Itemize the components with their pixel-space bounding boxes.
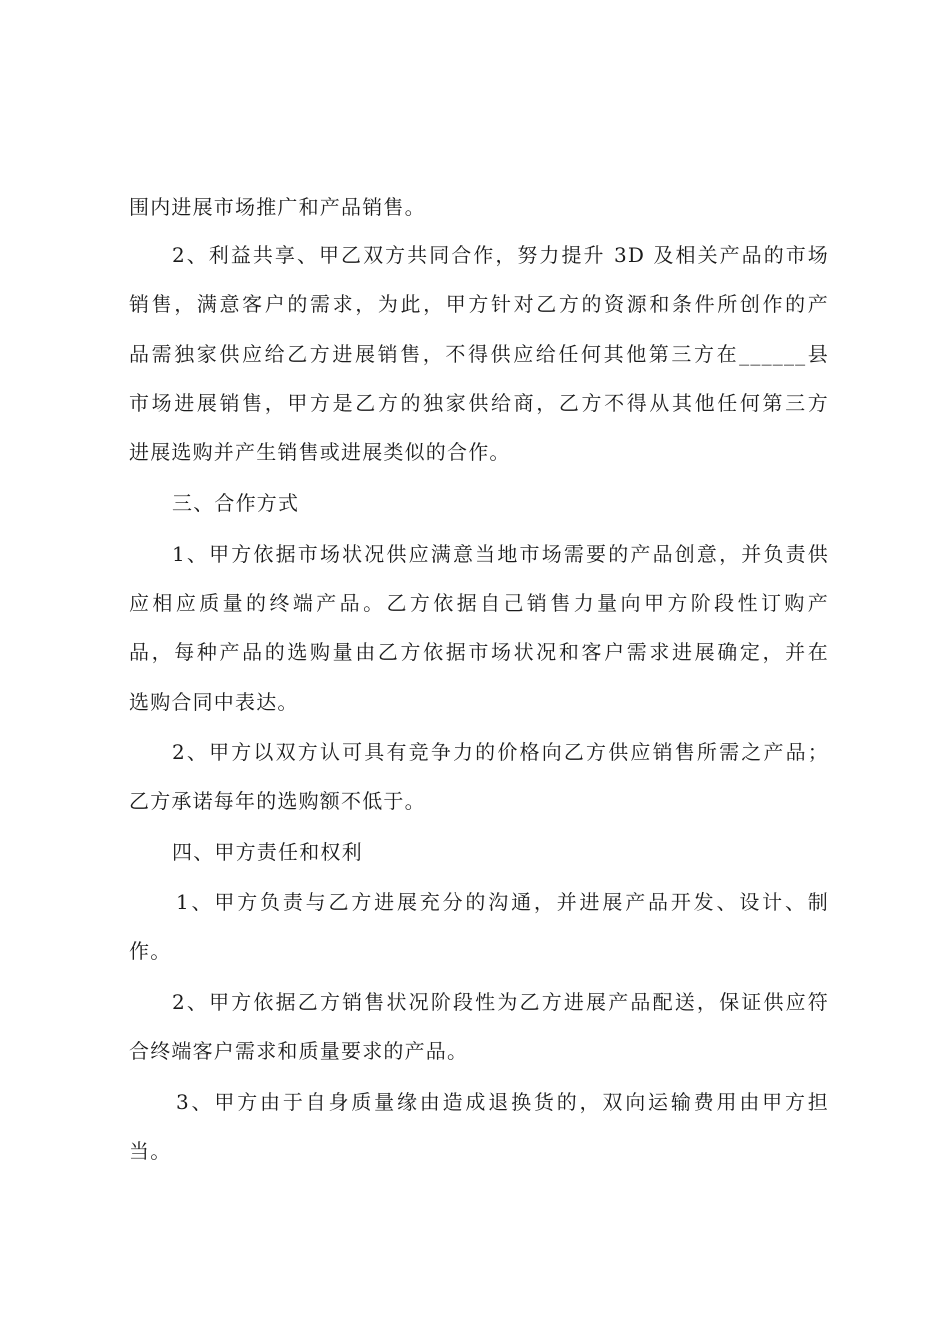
text-line: 作。 [129, 939, 172, 963]
text-line: 2、甲方依据乙方销售状况阶段性为乙方进展产品配送，保证供应符 [172, 990, 829, 1014]
text-line: 选购合同中表达。 [129, 690, 299, 714]
text-line: 3、甲方由于自身质量缘由造成退换货的，双向运输费用由甲方担 [176, 1090, 829, 1114]
text-line: 品需独家供应给乙方进展销售，不得供应给任何其他第三方在______县 [129, 342, 829, 366]
text-line: 当。 [129, 1139, 172, 1163]
text-line: 围内进展市场推广和产品销售。 [129, 195, 426, 219]
text-line: 应相应质量的终端产品。乙方依据自己销售力量向甲方阶段性订购产 [129, 591, 829, 615]
text-line: 合终端客户需求和质量要求的产品。 [129, 1039, 469, 1063]
text-line: 市场进展销售，甲方是乙方的独家供给商，乙方不得从其他任何第三方 [129, 391, 829, 415]
text-line: 1、甲方依据市场状况供应满意当地市场需要的产品创意，并负责供 [172, 542, 829, 566]
text-line: 2、甲方以双方认可具有竞争力的价格向乙方供应销售所需之产品； [172, 740, 829, 764]
section-heading: 四、甲方责任和权利 [172, 840, 363, 864]
text-line: 品，每种产品的选购量由乙方依据市场状况和客户需求进展确定，并在 [129, 640, 829, 664]
text-line: 1、甲方负责与乙方进展充分的沟通，并进展产品开发、设计、制 [176, 890, 829, 914]
text-line: 乙方承诺每年的选购额不低于。 [129, 789, 426, 813]
section-heading: 三、合作方式 [172, 491, 300, 515]
text-line: 进展选购并产生销售或进展类似的合作。 [129, 440, 511, 464]
text-line: 销售，满意客户的需求，为此，甲方针对乙方的资源和条件所创作的产 [129, 292, 829, 316]
text-line: 2、利益共享、甲乙双方共同合作，努力提升 3D 及相关产品的市场 [172, 243, 829, 267]
